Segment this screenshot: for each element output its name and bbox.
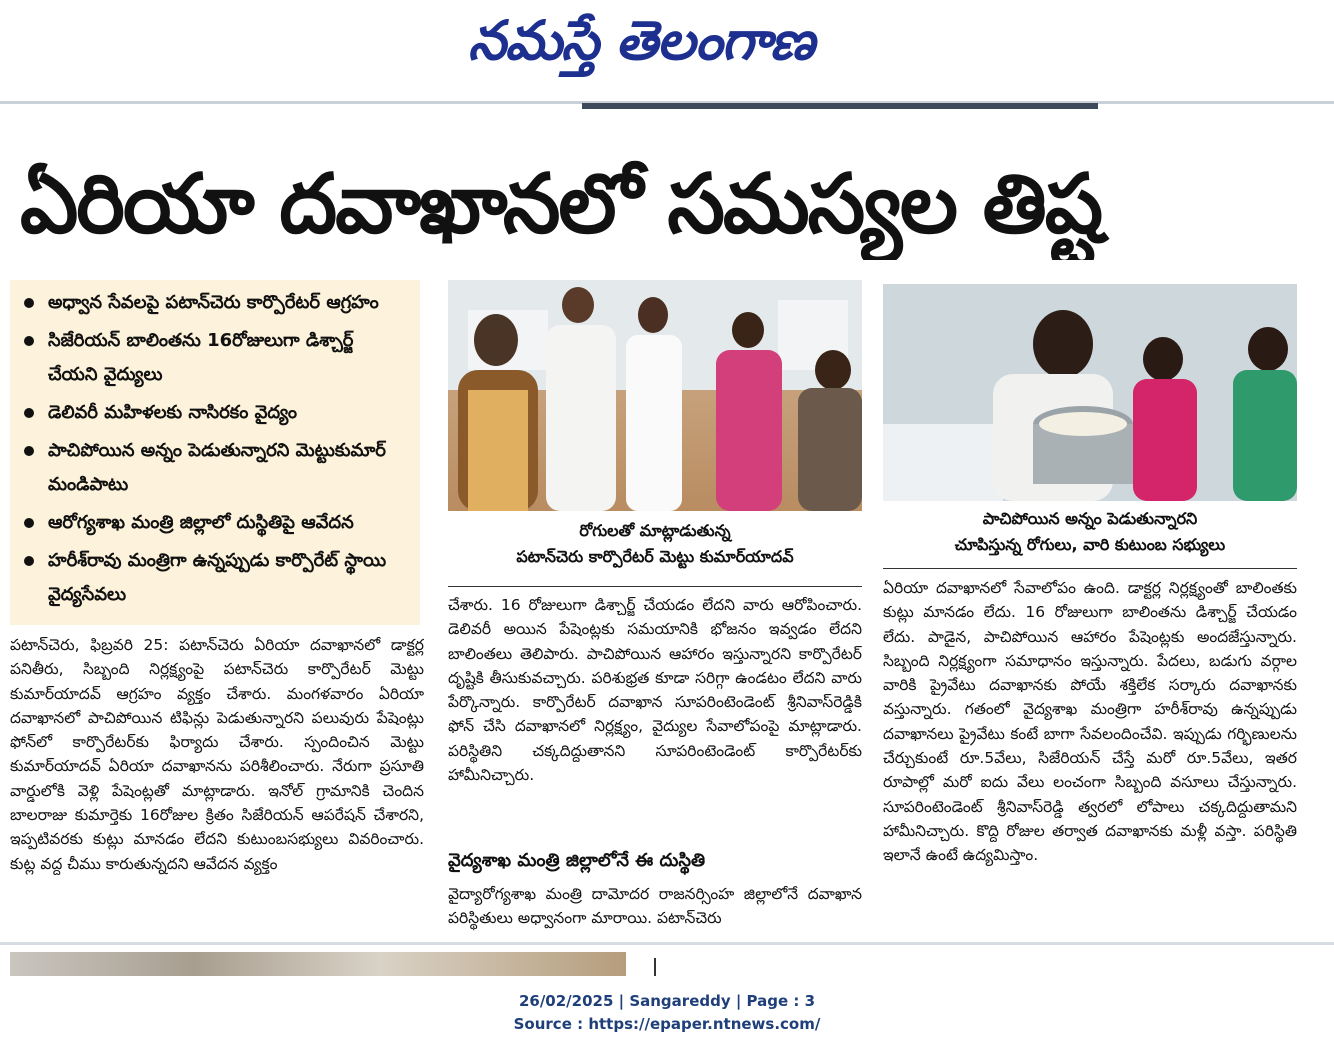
bullet-icon: [24, 556, 34, 566]
caption-line: చూపిస్తున్న రోగులు, వారి కుటుంబ సభ్యులు: [954, 535, 1226, 554]
bullet-icon: [24, 518, 34, 528]
caption-line: పటాన్‌చెరు కార్పొరేటర్ మెట్టు కుమార్‌యాదవ్: [516, 547, 794, 566]
article-column-2-continued: వైద్యారోగ్యశాఖ మంత్రి దామోదర రాజనర్సింహ జిల్లాలోనే దవాఖాన పరిస్థితులు అధ్వానంగా మారాయి. పటాన్‌చెరు: [448, 885, 862, 928]
highlight-item: [10, 544, 420, 612]
highlights-box: [10, 280, 420, 625]
photo-illustration: [448, 280, 862, 511]
highlight-item: [10, 286, 420, 320]
bullet-icon: [24, 446, 34, 456]
highlight-item: [10, 324, 420, 392]
bullet-icon: [24, 408, 34, 418]
source-link[interactable]: Source : https://epaper.ntnews.com/: [513, 1015, 821, 1033]
newspaper-logo: నమస్తే తెలంగాణ: [468, 9, 814, 72]
edition-info: 26/02/2025 | Sangareddy | Page : 3: [518, 992, 816, 1010]
photo-caption-1: [448, 518, 862, 570]
highlight-text: సిజేరియన్ బాలింతను 16రోజులుగా డిశ్చార్జ్ చేయని వైద్యులు: [48, 330, 354, 385]
article-subheading: వైద్యశాఖ మంత్రి జిల్లాలోనే ఈ దుస్థితి: [448, 850, 706, 871]
highlight-item: [10, 396, 420, 430]
highlight-text: డెలివరీ మహిళలకు నాసిరకం వైద్యం: [48, 402, 297, 423]
caption-divider: [448, 586, 862, 587]
article-column-1: పటాన్‌చెరు, ఫిబ్రవరి 25: పటాన్‌చెరు ఏరియా దవాఖానలో డాక్టర్ల పనితీరు, సిబ్బంది నిర్లక్ష్యంపై పటాన్‌చెరు కార్పొరేటర్ మెట్టు కుమార్‌యాదవ్ ఆగ్రహం వ్యక్తం చేశారు. మంగళవారం ఏరియా దవాఖానలో పాచిపోయిన టిఫిన్లు పెడుతున్నారని పలువురు పేషెంట్లు ఫోన్‌లో కార్పొరేటర్‌కు ఫిర్యాదు చేశారు. స్పందించిన మెట్టు కుమార్‌యాదవ్ ఏరియా దవాఖానను పరిశీలించారు. నేరుగా ప్రసూతి వార్డులోకి వెళ్లి పేషెంట్లతో మాట్లాడారు. ఇనోల్ గ్రామానికి చెందిన బాలరాజు కుమార్తెకు 16రోజుల క్రితం సిజేరియన్ ఆపరేషన్ చేశారని, ఇప్పటివరకు కుట్లు మానడం లేదని కుటుంబసభ్యులు వివరించారు. కుట్ల వద్ద చీము కారుతున్నదని ఆవేదన వ్యక్తం: [10, 636, 424, 873]
highlight-text: పాచిపోయిన అన్నం పెడుతున్నారని మెట్టుకుమార్ మండిపాటు: [48, 440, 386, 495]
article-column-2: చేశారు. 16 రోజులుగా డిశ్చార్జ్ చేయడం లేదని వారు ఆరోపించారు. డెలివరీ అయిన పేషెంట్లకు సమయానికి భోజనం ఇవ్వడం లేదని బాలింతలు తెలిపారు. పాచిపోయిన ఆహారం ఇస్తున్నారని కార్పొరేటర్ దృష్టికి తీసుకువచ్చారు. పరిశుభ్రత కూడా సరిగ్గా ఉండటం లేదని వారు పేర్కొన్నారు. కార్పొరేటర్ దవాఖాన సూపరింటెండెంట్ శ్రీనివాస్‌రెడ్డికి ఫోన్ చేసి దవాఖానలో నిర్లక్ష్యం, వైద్యుల సేవాలోపంపై మాట్లాడారు. పరిస్థితిని చక్కదిద్దుతానని సూపరింటెండెంట్ కార్పొరేటర్‌కు హామీనిచ్చారు.: [448, 596, 862, 785]
highlight-text: ఆరోగ్యశాఖ మంత్రి జిల్లాలో దుస్థితిపై ఆవేదన: [48, 512, 354, 533]
article-column-3: ఏరియా దవాఖానలో సేవాలోపం ఉంది. డాక్టర్ల నిర్లక్ష్యంతో బాలింతకు కుట్లు మానడం లేదు. 16 రోజులుగా బాలింతను డిశ్చార్జ్ చేయడం లేదు. పాడైన, పాచిపోయిన ఆహారం పేషెంట్లకు అందజేస్తున్నారు. సిబ్బంది నిర్లక్ష్యంగా సమాధానం ఇస్తున్నారు. పేదలు, బడుగు వర్గాల వారికి ప్రైవేటు దవాఖానకు పోయే శక్తిలేక సర్కారు దవాఖానకు వస్తున్నారు. గతంలో వైద్యశాఖ మంత్రిగా హరీశ్‌రావు ఉన్నప్పుడు దవాఖానలు ప్రైవేటు కంటే బాగా సేవలందించేవి. ఇప్పుడు గర్భిణులను చేర్చుకుంటే రూ.5వేలు, సిజేరియన్ చేస్తే మరో రూ.5వేలు, ఇతర రూపాల్లో మరో ఐదు వేలు లంచంగా సిబ్బంది వసూలు చేస్తున్నారు. సూపరింటెండెంట్ శ్రీనివాస్‌రెడ్డి త్వరలో లోపాలు చక్కదిద్దుతామని హామీనిచ్చారు. కొద్ది రోజుల తర్వాత దవాఖానకు మళ్లీ వస్తా. పరిస్థితి ఇలానే ఉంటే ఉద్యమిస్తాం.: [883, 579, 1297, 865]
photo-caption-2: [883, 506, 1297, 558]
masthead-accent-rule: [582, 103, 1098, 109]
news-photo-corporator-with-patients: [448, 280, 862, 511]
news-photo-spoiled-food: [883, 284, 1297, 501]
next-article-headline-cropped: [686, 958, 1286, 976]
caption-line: పాచిపోయిన అన్నం పెడుతున్నారని: [982, 509, 1198, 528]
next-article-photo-strip: [10, 952, 626, 976]
column-divider: [654, 958, 656, 976]
highlight-text: అధ్వాన సేవలపై పటాన్‌చెరు కార్పొరేటర్ ఆగ్రహం: [48, 292, 379, 313]
bullet-icon: [24, 298, 34, 308]
bullet-icon: [24, 336, 34, 346]
highlight-text: హరీశ్‌రావు మంత్రిగా ఉన్నప్పుడు కార్పొరేట్ స్థాయి వైద్యసేవలు: [48, 550, 387, 605]
article-headline: ఏరియా దవాఖానలో సమస్యల తిష్ట: [20, 157, 1102, 252]
caption-line: రోగులతో మాట్లాడుతున్న: [579, 521, 731, 540]
masthead: [0, 0, 1334, 108]
caption-divider: [883, 568, 1297, 569]
page-footer: [0, 990, 1334, 1036]
photo-illustration: [883, 284, 1297, 501]
highlight-item: [10, 506, 420, 540]
section-divider: [0, 942, 1334, 945]
highlight-item: [10, 434, 420, 502]
